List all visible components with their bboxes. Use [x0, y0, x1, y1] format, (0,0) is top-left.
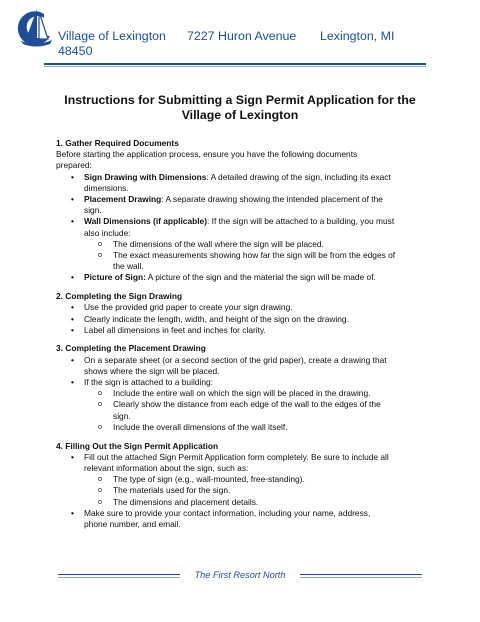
section-heading: 2. Completing the Sign Drawing — [56, 291, 183, 302]
item-label: Sign Drawing with Dimensions — [84, 171, 207, 182]
sub-item-text: Clearly show the distance from each edge of the wall to the edges of the — [113, 399, 381, 410]
footer-rule-right — [300, 574, 422, 575]
section-sign-drawing — [56, 291, 426, 336]
bullet-marker: • — [71, 194, 74, 205]
sub-item-text: The dimensions and placement details. — [113, 496, 259, 507]
sub-list-item-cont: sign. — [113, 410, 131, 421]
list-item — [56, 172, 426, 183]
item-text: Clearly indicate the length, width, and height of the sign on the drawing. — [84, 313, 349, 324]
title-line-1: Instructions for Submitting a Sign Permit Application for the — [64, 93, 416, 107]
list-item — [56, 355, 426, 366]
item-text: : A separate drawing showing the intended placement of the — [161, 194, 383, 205]
sub-item-text: The exact measurements showing how far the sign will be from the edges of — [113, 250, 396, 261]
document-title — [50, 93, 430, 123]
document-body — [56, 138, 426, 538]
sub-list-item — [56, 239, 426, 250]
sub-bullet-marker: o — [98, 498, 102, 506]
street-address: 7227 Huron Avenue — [187, 29, 297, 43]
sub-list-item — [56, 474, 426, 485]
bullet-marker: • — [71, 272, 74, 283]
sub-item-text: The materials used for the sign. — [113, 485, 231, 496]
bullet-marker: • — [71, 171, 74, 182]
sub-bullet-marker: o — [98, 487, 102, 495]
header-rule — [44, 63, 426, 65]
section-heading: 4. Filling Out the Sign Permit Application — [56, 440, 219, 451]
list-item — [56, 194, 426, 205]
list-item — [56, 452, 426, 463]
list-item-cont: shows where the sign will be placed. — [84, 365, 220, 376]
footer-rule-left — [58, 574, 180, 575]
bullet-marker: • — [71, 216, 74, 227]
section-heading: 3. Completing the Placement Drawing — [56, 343, 206, 354]
sub-bullet-marker: o — [98, 401, 102, 409]
sailboat-logo-icon — [17, 6, 55, 50]
list-item — [56, 216, 426, 227]
sub-item-text: Include the entire wall on which the sign will be placed in the drawing. — [113, 388, 371, 399]
list-item-cont: sign. — [84, 205, 102, 216]
list-item — [56, 302, 426, 313]
sub-item-text: The dimensions of the wall where the sign will be placed. — [113, 238, 324, 249]
list-item — [56, 272, 426, 283]
bullet-marker: • — [71, 451, 74, 462]
village-name: Village of Lexington — [58, 29, 166, 43]
list-item — [56, 377, 426, 388]
sub-bullet-marker: o — [98, 476, 102, 484]
list-item-cont: phone number, and email. — [84, 519, 181, 529]
list-item — [56, 325, 426, 336]
item-text: Fill out the attached Sign Permit Application form completely. Be sure to include all — [84, 451, 389, 462]
section-placement-drawing — [56, 343, 426, 433]
section-intro-cont: prepared: — [56, 160, 92, 171]
bullet-marker: • — [71, 507, 74, 518]
list-item-cont: also include: — [84, 227, 131, 238]
section-intro: Before starting the application process, ensure you have the following documents — [56, 149, 358, 160]
item-text: : A detailed drawing of the sign, including its exact — [206, 171, 391, 182]
list-item — [56, 314, 426, 325]
sub-list-item — [56, 422, 426, 433]
item-text: A picture of the sign and the material the sign will be made of. — [145, 272, 376, 283]
title-line-2: Village of Lexington — [181, 108, 299, 122]
bullet-marker: • — [71, 313, 74, 324]
item-label: Picture of Sign: — [84, 272, 146, 283]
list-item-cont: relevant information about the sign, such as: — [84, 462, 249, 473]
sub-bullet-marker: o — [98, 252, 102, 260]
header-rule-secondary — [44, 66, 426, 67]
sub-list-item — [56, 399, 426, 410]
sub-bullet-marker: o — [98, 390, 102, 398]
item-text: Use the provided grid paper to create your sign drawing. — [84, 302, 293, 313]
sub-list-item — [56, 485, 426, 496]
sub-list-item — [56, 497, 426, 508]
list-item — [56, 508, 426, 519]
item-text: Label all dimensions in feet and inches for clarity. — [84, 324, 266, 335]
footer-rule-left-secondary — [58, 577, 180, 578]
item-label: Wall Dimensions (if applicable) — [84, 216, 208, 227]
page-footer — [0, 570, 480, 584]
sub-list-item-cont: the wall. — [113, 261, 144, 272]
item-text: : If the sign will be attached to a building, you must — [207, 216, 395, 227]
footer-rule-right-secondary — [300, 577, 422, 578]
list-item-cont: dimensions. — [84, 182, 129, 193]
sub-bullet-marker: o — [98, 423, 102, 431]
sub-item-text: Include the overall dimensions of the wall itself. — [113, 421, 288, 432]
section-filling-application — [56, 441, 426, 531]
city-state: Lexington, MI — [320, 29, 395, 43]
section-gather-documents — [56, 138, 426, 284]
item-label: Placement Drawing — [84, 194, 162, 205]
sub-bullet-marker: o — [98, 240, 102, 248]
sub-list-item — [56, 250, 426, 261]
bullet-marker: • — [71, 324, 74, 335]
sub-list-item — [56, 388, 426, 399]
footer-tagline: The First Resort North — [194, 570, 286, 580]
item-text: On a separate sheet (or a second section of the grid paper), create a drawing that — [84, 354, 387, 365]
section-heading: 1. Gather Required Documents — [56, 138, 179, 148]
zip-code: 48450 — [58, 44, 93, 58]
item-text: Make sure to provide your contact information, including your name, address, — [84, 507, 371, 518]
sub-item-text: The type of sign (e.g., wall-mounted, free-standing). — [113, 474, 305, 485]
item-text: If the sign is attached to a building: — [84, 377, 213, 388]
bullet-marker: • — [71, 354, 74, 365]
bullet-marker: • — [71, 377, 74, 388]
bullet-marker: • — [71, 302, 74, 313]
